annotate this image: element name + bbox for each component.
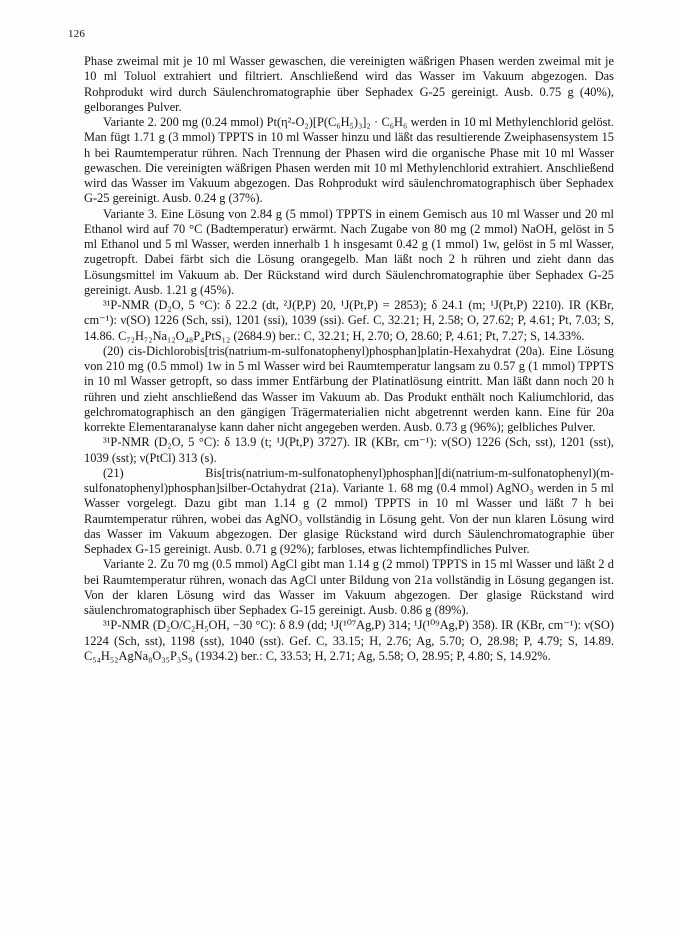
paragraph-21-variante-2: Variante 2. Zu 70 mg (0.5 mmol) AgCl gibt man 1.14 g (2 mmol) TPPTS in 15 ml Wasser und läßt 2 d bei Raumtemperatur rühren, wonach das AgCl unter Bildung von 21a vollständig in Lösung gegangen ist. Von der klaren Lösung wird das Wasser im Vakuum abgezogen. Der glasige Rückstand wird säulenchromatographisch über Sephadex G-15 gereinigt. Ausb. 0.86 g (89%). <box>84 557 614 617</box>
paragraph-variante-3: Variante 3. Eine Lösung von 2.84 g (5 mmol) TPPTS in einem Gemisch aus 10 ml Wasser und 20 ml Ethanol wird auf 70 °C (Badtemperatur) erwärmt. Nach Zugabe von 80 mg (2 mmol) NaOH, gelöst in 5 ml Ethanol und 5 ml Wasser, werden innerhalb 1 h insgesamt 0.42 g (1 mmol) 1w, gelöst in 5 ml Wasser, zugetropft. Dabei färbt sich die Lösung orangegelb. Man läßt noch 2 h rühren und zieht dann das Lösungsmittel im Vakuum ab. Der Rückstand wird durch Säulenchromatographie über Sephadex G-25 gereinigt. Ausb. 1.21 g (45%). <box>84 206 614 297</box>
paragraph-compound-20: (20) cis-Dichlorobis[tris(natrium-m-sulfonatophenyl)phosphan]platin-Hexahydrat (20a). Eine Lösung von 210 mg (0.5 mmol) 1w in 5 ml Wasser wird bei Raumtemperatur langsam zu 0.57 g (1 mmol) TPPTS in 10 ml Wasser getropft, so dass immer Entfärbung der Platinatlösung eintritt. Man läßt dann noch 20 h rühren und zieht anschließend das Wasser im Vakuum ab. Das Produkt enthält noch Kaliumchlorid, das gelchromatographisch an den gängigen Trägermaterialien nicht abgetrennt werden kann. Eine für 20a korrekte Elementaranalyse kann daher nicht angegeben werden. Ausb. 0.73 g (96%); gelbliches Pulver. <box>84 343 614 434</box>
paragraph-compound-21: (21) Bis[tris(natrium-m-sulfonatophenyl)phosphan][di(natrium-m-sulfonatophenyl)(m-sulfonatophenyl)phosphan]silber-Octahydrat (21a). Variante 1. 68 mg (0.4 mmol) AgNO₃ werden in 5 ml Wasser vorgelegt. Dazu gibt man 1.14 g (2 mmol) TPPTS in 10 ml Wasser und läßt 7 h bei Raumtemperatur rühren, wobei das AgNO₃ vollständig in Lösung geht. Von der nun klaren Lösung wird das Wasser im Vakuum abgezogen. Der glasige Rückstand wird durch Säulenchromatographie über Sephadex G-15 gereinigt. Ausb. 0.71 g (92%); farbloses, etwas lichtempfindliches Pulver. <box>84 465 614 556</box>
page-number: 126 <box>68 28 86 40</box>
paragraph-nmr-data-1: ³¹P-NMR (D₂O, 5 °C): δ 22.2 (dt, ²J(P,P) 20, ¹J(Pt,P) = 2853); δ 24.1 (m; ¹J(Pt,P) 2210). IR (KBr, cm⁻¹): ν(SO) 1226 (Sch, ssi), 1201 (ssi), 1039 (ssi). Gef. C, 32.21; H, 2.58; O, 27.62; P, 4.61; Pt, 7.03; S, 14.86. C₇₂H₇₂Na₁₂O₄₈P₄PtS₁₂ (2684.9) ber.: C, 32.21; H, 2.70; O, 28.60; P, 4.61; Pt, 7.27; S, 14.33%. <box>84 298 614 343</box>
paragraph-nmr-data-20a: ³¹P-NMR (D₂O, 5 °C): δ 13.9 (t; ¹J(Pt,P) 3727). IR (KBr, cm⁻¹): ν(SO) 1226 (Sch, sst), 1201 (sst), 1039 (sst); ν(PtCl) 313 (s). <box>84 435 614 465</box>
article-body <box>84 54 614 664</box>
paragraph-nmr-data-21a: ³¹P-NMR (D₂O/C₂H₅OH, −30 °C): δ 8.9 (dd; ¹J(¹⁰⁷Ag,P) 314; ¹J(¹⁰⁹Ag,P) 358). IR (KBr, cm⁻¹): ν(SO) 1224 (Sch, sst), 1198 (sst), 1040 (sst). Gef. C, 33.15; H, 2.76; Ag, 5.70; O, 28.98; P, 4.79; S, 14.89. C₅₄H₅₂AgNa₈O₃₅P₃S₉ (1934.2) ber.: C, 33.53; H, 2.71; Ag, 5.58; O, 28.95; P, 4.80; S, 14.92%. <box>84 618 614 663</box>
paragraph-1: Phase zweimal mit je 10 ml Wasser gewaschen, die vereinigten wäßrigen Phasen werden zweimal mit je 10 ml Toluol extrahiert und filtriert. Anschließend wird das Wasser im Vakuum abgezogen. Das Rohprodukt wird durch Säulenchromatographie über Sephadex G-25 gereinigt. Ausb. 0.75 g (40%), gelboranges Pulver. <box>84 54 614 114</box>
paragraph-variante-2: Variante 2. 200 mg (0.24 mmol) Pt(η²-O₂)[P(C₆H₅)₃]₂ · C₆H₆ werden in 10 ml Methylenchlorid gelöst. Man fügt 1.71 g (3 mmol) TPPTS in 10 ml Wasser hinzu und läßt das resultierende Zweiphasensystem 15 h bei Raumtemperatur rühren. Nach Trennung der Phasen wird die organische Phase mit 10 ml Wasser gewaschen. Die vereinigten wäßrigen Phasen werden mit 10 ml Methylenchlorid extrahiert. Anschließend wird das Wasser im Vakuum abgezogen. Das Rohprodukt wird säulenchromatographisch über Sephadex G-25 gereinigt. Ausb. 0.24 g (37%). <box>84 115 614 206</box>
